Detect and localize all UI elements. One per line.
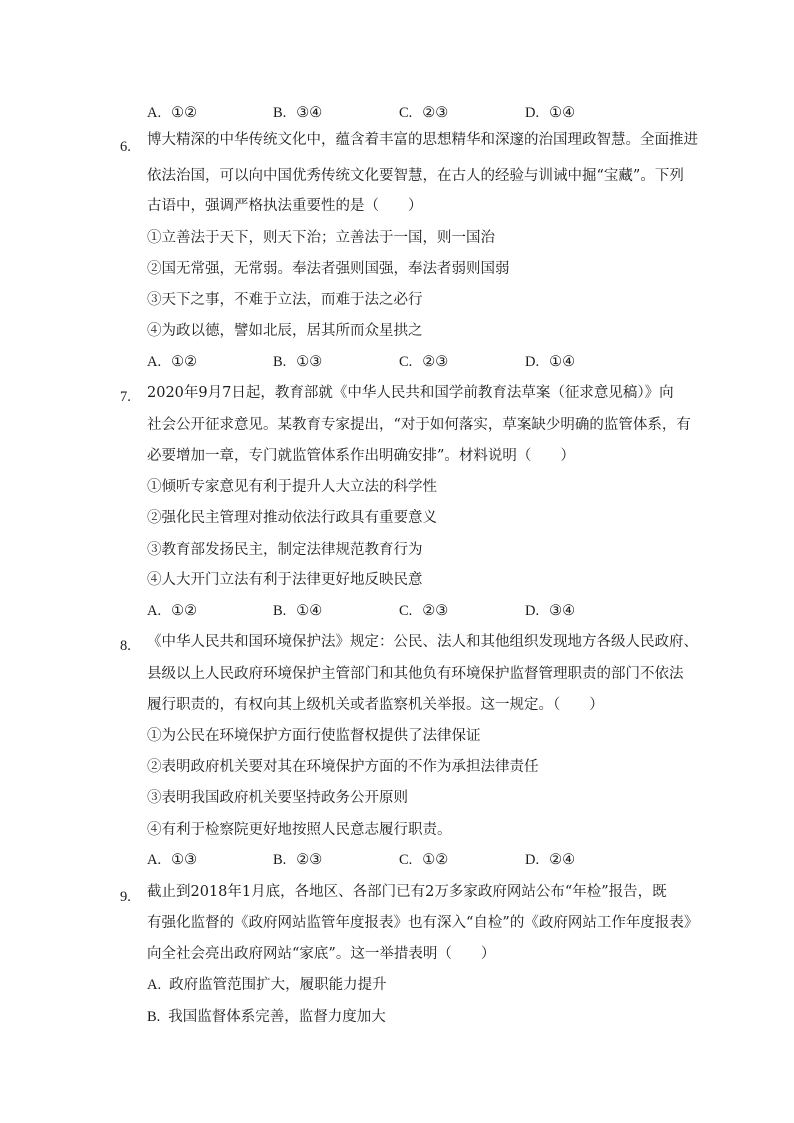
q6-stem-line-2: 依法治国，可以向中国优秀传统文化要智慧，在古人的经验与训诫中掘“宝藏”。下列 bbox=[147, 168, 684, 184]
q9-choice-a[interactable]: A. 政府监管范围扩大，履职能力提升 bbox=[147, 977, 387, 993]
q5-choices bbox=[147, 103, 647, 123]
q6-choice-b[interactable]: B. ①③ bbox=[273, 354, 323, 370]
q8-choices bbox=[147, 850, 647, 870]
q8-choice-d[interactable]: D. ②④ bbox=[525, 852, 576, 868]
q5-choice-a[interactable]: A. ①② bbox=[147, 105, 198, 121]
q8-stem-line-3: 履行职责的，有权向其上级机关或者监察机关举报。这一规定。（ ） bbox=[147, 697, 604, 713]
q8-choice-a[interactable]: A. ①③ bbox=[147, 852, 198, 868]
q5-choice-d[interactable]: D. ①④ bbox=[525, 105, 576, 121]
q9-stem-line-3: 向全社会亮出政府网站“家底”。这一举措表明（ ） bbox=[147, 946, 496, 962]
q9-number: 9. bbox=[120, 889, 131, 905]
q7-number: 7. bbox=[120, 389, 131, 405]
q7-option-1: ①倾听专家意见有利于提升人大立法的科学性 bbox=[147, 479, 437, 495]
q8-stem-line-1: 《中华人民共和国环境保护法》规定：公民、法人和其他组织发现地方各级人民政府、 bbox=[147, 634, 698, 650]
q6-number: 6. bbox=[120, 139, 131, 155]
q7-stem-line-2: 社会公开征求意见。某教育专家提出，“对于如何落实，草案缺少明确的监管体系，有 bbox=[147, 417, 691, 433]
q8-number: 8. bbox=[120, 638, 131, 654]
q7-choice-a[interactable]: A. ①② bbox=[147, 603, 198, 619]
q5-choice-b[interactable]: B. ③④ bbox=[273, 105, 323, 121]
q7-choice-c[interactable]: C. ②③ bbox=[399, 603, 449, 619]
q6-option-1: ①立善法于天下，则天下治；立善法于一国，则一国治 bbox=[147, 230, 495, 246]
q6-choice-a[interactable]: A. ①② bbox=[147, 354, 198, 370]
q7-stem-line-3: 必要增加一章，专门就监管体系作出明确安排”。材料说明（ ） bbox=[147, 448, 575, 464]
q6-stem-line-3: 古语中，强调严格执法重要性的是（ ） bbox=[147, 198, 423, 214]
q7-choices bbox=[147, 601, 647, 621]
q6-choice-d[interactable]: D. ①④ bbox=[525, 354, 576, 370]
q8-option-3: ③表明我国政府机关要坚持政务公开原则 bbox=[147, 790, 408, 806]
q5-choice-c[interactable]: C. ②③ bbox=[399, 105, 449, 121]
q8-option-1: ①为公民在环境保护方面行使监督权提供了法律保证 bbox=[147, 728, 481, 744]
q8-option-2: ②表明政府机关要对其在环境保护方面的不作为承担法律责任 bbox=[147, 759, 539, 775]
q8-stem-line-2: 县级以上人民政府环境保护主管部门和其他负有环境保护监督管理职责的部门不依法 bbox=[147, 666, 684, 682]
q9-choice-b[interactable]: B. 我国监督体系完善，监督力度加大 bbox=[147, 1009, 386, 1025]
q7-option-4: ④人大开门立法有利于法律更好地反映民意 bbox=[147, 572, 423, 588]
q8-option-4: ④有利于检察院更好地按照人民意志履行职责。 bbox=[147, 822, 452, 838]
q9-stem-line-1: 截止到2018年1月底，各地区、各部门已有2万多家政府网站公布“年检”报告，既 bbox=[147, 884, 667, 900]
q9-stem-line-2: 有强化监督的《政府网站监管年度报表》也有深入“自检”的《政府网站工作年度报表》 bbox=[147, 915, 699, 931]
q7-option-3: ③教育部发扬民主，制定法律规范教育行为 bbox=[147, 542, 423, 558]
q7-option-2: ②强化民主管理对推动依法行政具有重要意义 bbox=[147, 510, 437, 526]
q6-option-2: ②国无常强，无常弱。奉法者强则国强，奉法者弱则国弱 bbox=[147, 261, 510, 277]
q6-stem-line-1: 博大精深的中华传统文化中，蕴含着丰富的思想精华和深邃的治国理政智慧。全面推进 bbox=[147, 132, 698, 148]
q6-option-3: ③天下之事，不难于立法，而难于法之必行 bbox=[147, 292, 423, 308]
q7-stem-line-1: 2020年9月7日起，教育部就《中华人民共和国学前教育法草案（征求意见稿）》向 bbox=[147, 385, 674, 401]
q6-choice-c[interactable]: C. ②③ bbox=[399, 354, 449, 370]
q7-choice-d[interactable]: D. ③④ bbox=[525, 603, 576, 619]
q8-choice-c[interactable]: C. ①② bbox=[399, 852, 449, 868]
q6-choices bbox=[147, 352, 647, 372]
q8-choice-b[interactable]: B. ②③ bbox=[273, 852, 323, 868]
q6-option-4: ④为政以德，譬如北辰，居其所而众星拱之 bbox=[147, 323, 423, 339]
q7-choice-b[interactable]: B. ①④ bbox=[273, 603, 323, 619]
